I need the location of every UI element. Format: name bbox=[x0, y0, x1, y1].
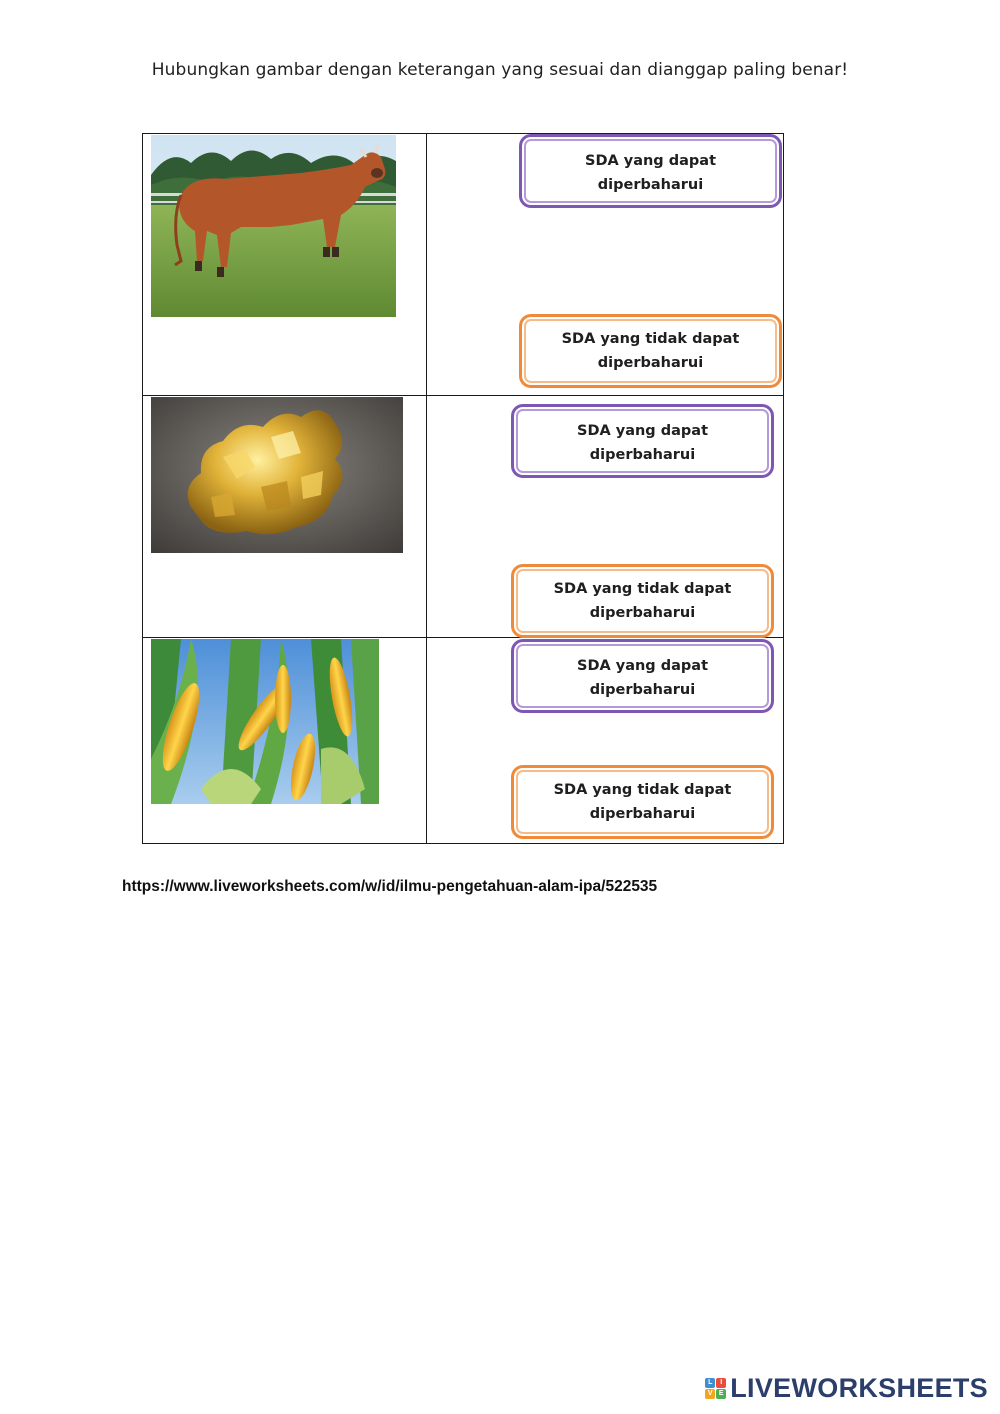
source-url: https://www.liveworksheets.com/w/id/ilmu-pengetahuan-alam-ipa/522535 bbox=[122, 878, 658, 895]
option-nonrenewable-row-3[interactable] bbox=[511, 765, 774, 839]
option-label: SDA yang dapat diperbaharui bbox=[585, 153, 716, 193]
option-renewable-row-2[interactable] bbox=[511, 404, 774, 478]
table-row-divider bbox=[143, 395, 783, 396]
option-nonrenewable-row-1[interactable] bbox=[519, 314, 782, 388]
instruction-text: Hubungkan gambar dengan keterangan yang sesuai dan dianggap paling benar! bbox=[151, 60, 849, 80]
option-label: SDA yang dapat diperbaharui bbox=[577, 423, 708, 463]
cow-image bbox=[151, 135, 396, 317]
liveworksheets-logo bbox=[705, 1373, 988, 1404]
option-nonrenewable-row-2[interactable] bbox=[511, 564, 774, 638]
option-renewable-row-3[interactable] bbox=[511, 639, 774, 713]
option-label: SDA yang dapat diperbaharui bbox=[577, 658, 708, 698]
logo-letter: E bbox=[716, 1389, 726, 1399]
corn-image bbox=[151, 639, 379, 804]
option-label: SDA yang tidak dapat diperbaharui bbox=[553, 581, 732, 621]
option-renewable-row-1[interactable] bbox=[519, 134, 782, 208]
brand-name: LIVEWORKSHEETS bbox=[730, 1373, 988, 1403]
logo-letter: I bbox=[716, 1378, 726, 1388]
logo-letter: L bbox=[705, 1378, 715, 1388]
option-label: SDA yang tidak dapat diperbaharui bbox=[553, 782, 732, 822]
gold-nugget-image bbox=[151, 397, 403, 553]
table-column-divider bbox=[426, 134, 427, 843]
liveworksheets-logo-icon bbox=[705, 1378, 726, 1399]
option-label: SDA yang tidak dapat diperbaharui bbox=[561, 331, 740, 371]
logo-letter: V bbox=[705, 1389, 715, 1399]
matching-table bbox=[142, 133, 784, 844]
